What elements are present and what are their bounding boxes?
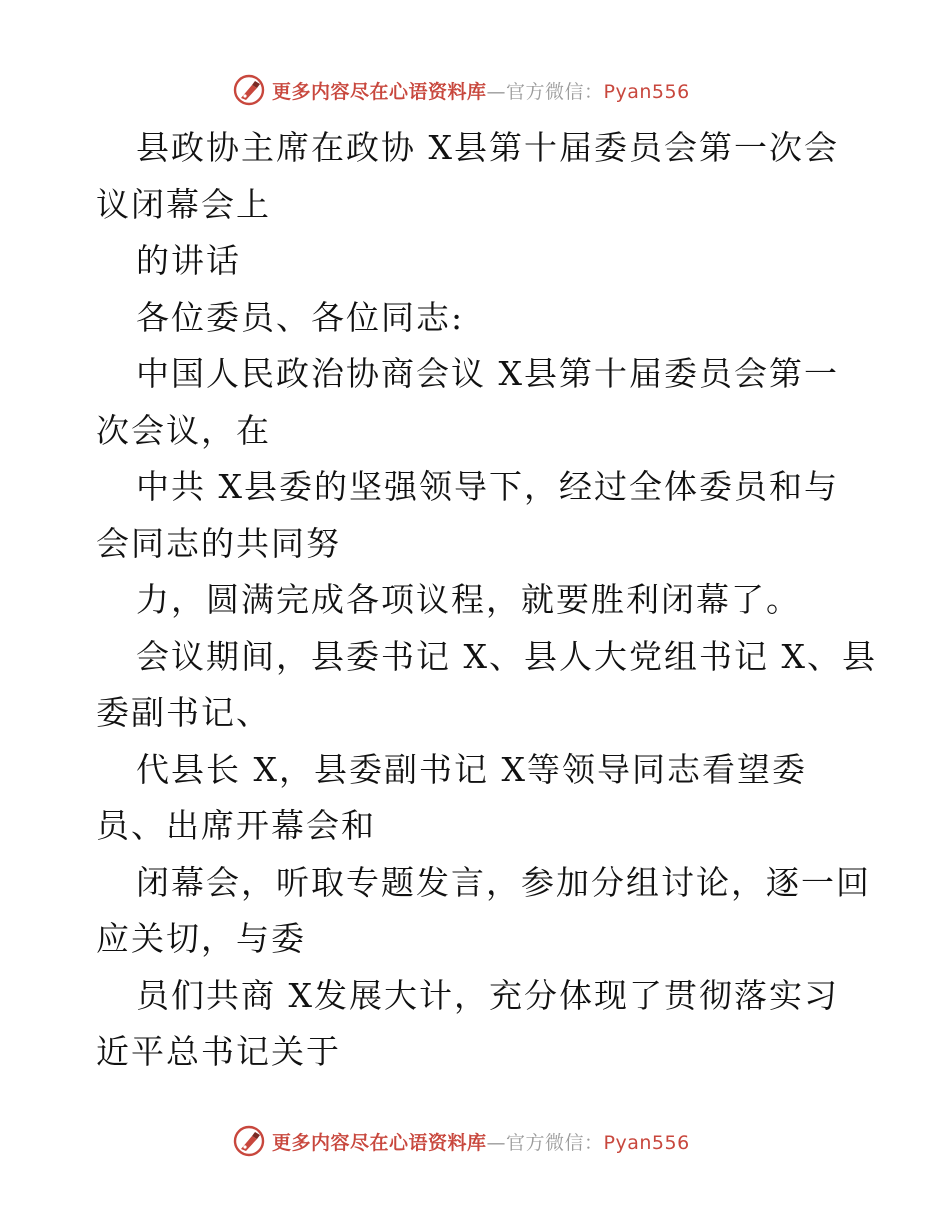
document-line: 闭幕会，听取专题发言，参加分组讨论，逐一回 xyxy=(136,862,871,902)
watermark-main-text: 更多内容尽在心语资料库 xyxy=(272,80,487,103)
document-line: 员们共商 X发展大计，充分体现了贯彻落实习 xyxy=(136,975,839,1015)
document-line: 委副书记、 xyxy=(96,693,271,732)
document-line: 的讲话 xyxy=(136,241,241,280)
document-line: 各位委员、各位同志: xyxy=(136,297,465,337)
document-line: 县政协主席在政协 X县第十届委员会第一次会 xyxy=(136,128,839,167)
header-watermark-banner xyxy=(232,72,690,108)
footer-watermark-banner xyxy=(232,1123,690,1159)
pen-nib-logo-icon xyxy=(232,73,266,107)
watermark-sub-text: 官方微信： xyxy=(506,80,604,103)
watermark-sub-text: 官方微信： xyxy=(506,1131,604,1154)
document-line: 会议期间，县委书记 X、县人大党组书记 X、县 xyxy=(136,636,877,676)
document-line: 会同志的共同努 xyxy=(96,523,341,563)
watermark-wechat-id: Pyan556 xyxy=(603,1131,690,1154)
document-line: 应关切，与委 xyxy=(96,919,306,958)
document-line: 中共 X县委的坚强领导下，经过全体委员和与 xyxy=(136,467,839,506)
watermark-separator: — xyxy=(486,1131,507,1154)
document-line: 代县长 X，县委副书记 X等领导同志看望委 xyxy=(136,749,807,789)
watermark-wechat-id: Pyan556 xyxy=(603,80,690,103)
document-line: 议闭幕会上 xyxy=(96,184,271,224)
document-line: 员、出席开幕会和 xyxy=(96,806,376,845)
document-line: 次会议，在 xyxy=(96,410,271,450)
document-line: 中国人民政治协商会议 X县第十届委员会第一 xyxy=(136,354,839,393)
document-body xyxy=(96,120,877,1081)
pen-nib-logo-icon xyxy=(232,1124,266,1158)
watermark-separator: — xyxy=(486,80,507,103)
document-line: 近平总书记关于 xyxy=(96,1032,341,1071)
watermark-main-text: 更多内容尽在心语资料库 xyxy=(272,1131,487,1154)
document-line: 力，圆满完成各项议程，就要胜利闭幕了。 xyxy=(136,580,801,619)
